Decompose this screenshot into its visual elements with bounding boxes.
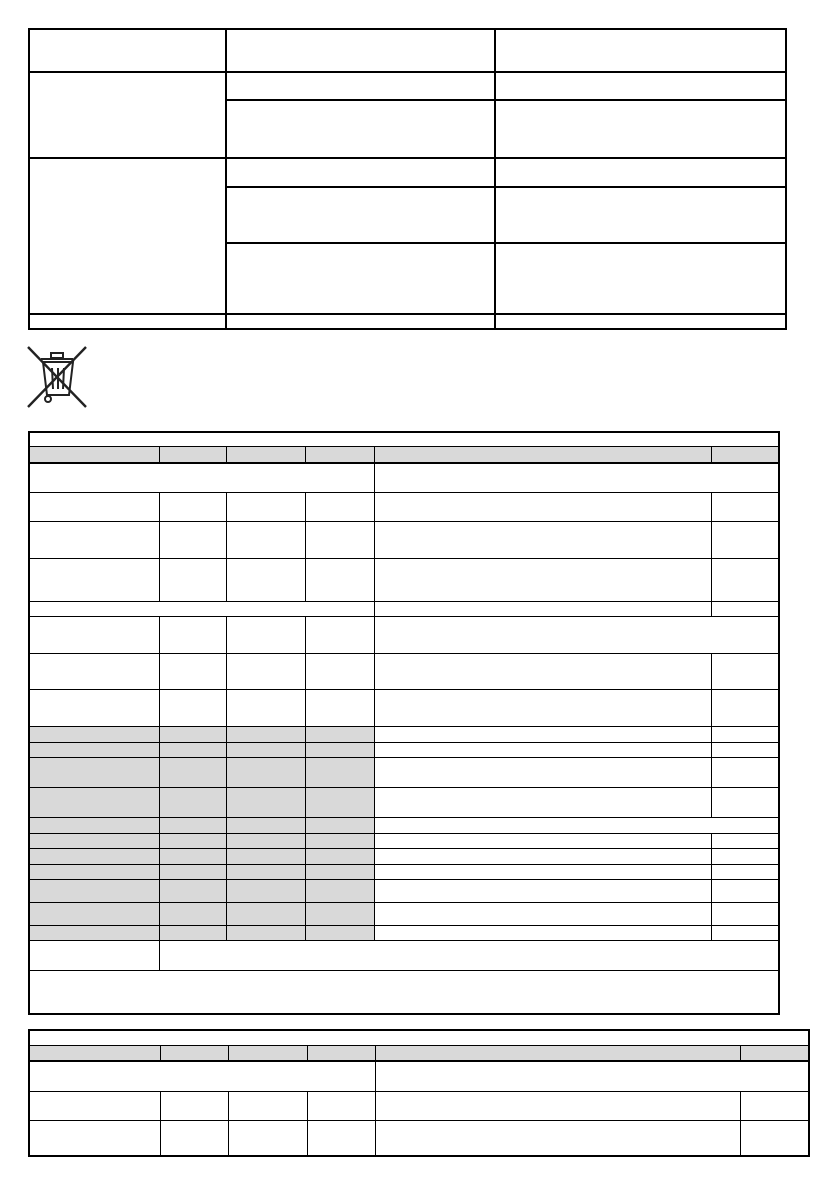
middle-table-header-row	[30, 447, 778, 462]
middle-table-border-left	[28, 431, 30, 1015]
middle-table-units-divider	[711, 833, 712, 940]
top-table-border-top	[28, 28, 787, 30]
middle-table-col-divider	[226, 492, 227, 602]
bottom-table-border-top	[28, 1029, 810, 1031]
top-table-border-right	[785, 28, 787, 330]
top-table-col-divider-2	[494, 28, 496, 330]
bottom-table-row-divider	[28, 1060, 810, 1062]
middle-table-row-divider	[28, 833, 780, 834]
top-table-border-bottom	[28, 328, 787, 330]
middle-table-row-divider	[28, 879, 780, 880]
middle-table-col-divider-main	[374, 446, 375, 940]
bottom-table-border-bottom	[28, 1155, 810, 1157]
middle-table-col-divider	[305, 616, 306, 940]
middle-table-col-divider	[226, 446, 227, 463]
middle-table-row-divider	[28, 558, 780, 559]
middle-table-row-divider	[28, 848, 780, 849]
middle-table-row-divider	[28, 462, 780, 464]
middle-table-row-divider	[28, 616, 780, 617]
middle-table-row-divider	[28, 492, 780, 493]
middle-table-row-divider	[28, 757, 780, 758]
top-table-subrow-divider	[225, 242, 787, 244]
bottom-table-header-row	[30, 1046, 808, 1060]
middle-table-border-right	[778, 431, 780, 1015]
middle-table-border-bottom	[28, 1013, 780, 1015]
bottom-table-col-divider	[228, 1045, 229, 1061]
top-table-row-divider	[28, 313, 787, 315]
top-table-col-divider-1	[225, 28, 227, 330]
bottom-table-units-divider	[740, 1045, 741, 1061]
bottom-table-border-right	[808, 1029, 810, 1157]
middle-table-row-divider	[28, 521, 780, 522]
middle-table-row-divider	[28, 446, 780, 447]
middle-table-row-divider	[28, 902, 780, 903]
bottom-table-units-divider	[740, 1091, 741, 1157]
bottom-table-col-divider	[307, 1045, 308, 1061]
middle-table-row-divider	[28, 689, 780, 690]
middle-table-row-divider	[28, 601, 780, 602]
middle-table-col-divider	[159, 940, 160, 970]
middle-table-col-divider	[305, 492, 306, 602]
top-table-row-divider	[28, 157, 787, 159]
crossed-out-wheelie-bin-icon	[24, 343, 90, 411]
bottom-table-col-divider	[160, 1045, 161, 1061]
middle-table-col-divider	[159, 616, 160, 940]
middle-table-col-divider	[226, 616, 227, 940]
bottom-table-border-left	[28, 1029, 30, 1157]
middle-table-col-divider	[159, 492, 160, 602]
middle-table-row-divider	[28, 864, 780, 865]
middle-table-row-divider	[28, 970, 780, 971]
bottom-table-col-divider	[307, 1091, 308, 1157]
middle-table-col-divider	[159, 446, 160, 463]
bottom-table-row-divider	[28, 1091, 810, 1092]
bottom-table-col-divider	[228, 1091, 229, 1157]
middle-table-row-divider	[28, 653, 780, 654]
middle-table-units-divider	[711, 492, 712, 616]
middle-table-row-divider	[28, 925, 780, 926]
top-table-border-left	[28, 28, 30, 330]
middle-table-border-top	[28, 431, 780, 433]
middle-table-col-divider	[305, 446, 306, 463]
middle-table-row-divider	[28, 817, 780, 818]
top-table-row-divider	[28, 71, 787, 73]
middle-table-row-divider	[28, 742, 780, 743]
bottom-table-row-divider	[28, 1045, 810, 1046]
bottom-table-col-divider	[160, 1091, 161, 1157]
bottom-table-col-divider-main	[375, 1045, 376, 1157]
top-table-subrow-divider	[225, 99, 787, 101]
middle-table-units-divider	[711, 446, 712, 463]
middle-table-row-divider	[28, 787, 780, 788]
middle-table-units-divider	[711, 653, 712, 817]
bottom-table-row-divider	[28, 1120, 810, 1121]
top-table-subrow-divider	[225, 186, 787, 188]
middle-table-row-divider	[28, 726, 780, 727]
middle-table-row-divider	[28, 940, 780, 941]
